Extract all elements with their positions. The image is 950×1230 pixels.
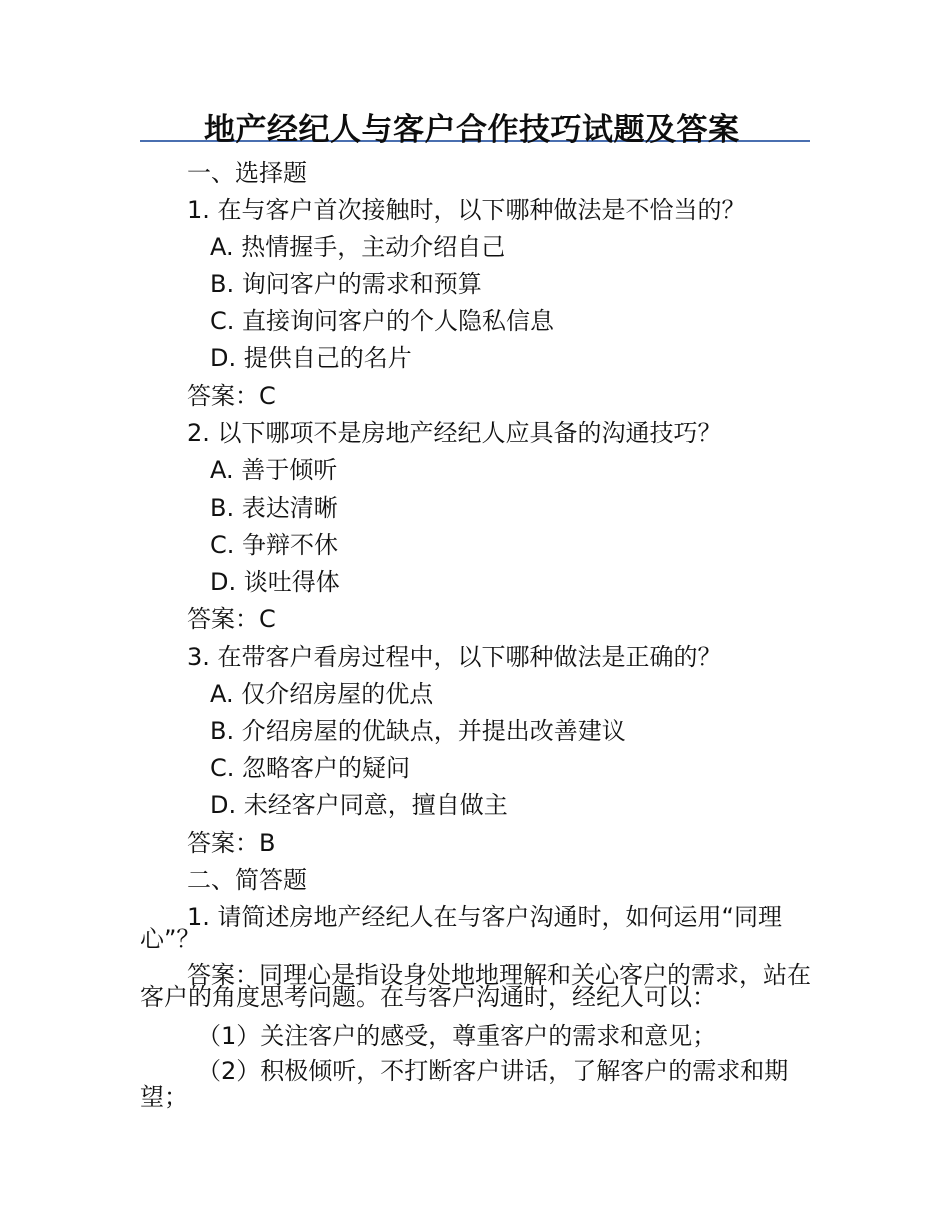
question-3: 3. 在带客户看房过程中，以下哪种做法是正确的？ <box>187 643 722 671</box>
title-block <box>140 100 810 148</box>
q1-option-c: C. 直接询问客户的个人隐私信息 <box>210 307 555 335</box>
question-2: 2. 以下哪项不是房地产经纪人应具备的沟通技巧？ <box>187 419 722 447</box>
q2-option-d: D. 谈吐得体 <box>210 568 340 596</box>
q3-option-c: C. 忽略客户的疑问 <box>210 754 411 782</box>
question-1: 1. 在与客户首次接触时，以下哪种做法是不恰当的？ <box>187 196 746 224</box>
short-answer-1-point-1: （1）关注客户的感受，尊重客户的需求和意见； <box>197 1022 717 1050</box>
q2-option-b: B. 表达清晰 <box>210 494 338 522</box>
short-answer-1-answer: 答案：同理心是指设身处地地理解和关心客户的需求，站在客户的角度思考问题。在与客户沟通时，经纪人可以： <box>140 961 811 1011</box>
q2-option-a: A. 善于倾听 <box>210 456 338 484</box>
short-answer-question-1: 1. 请简述房地产经纪人在与客户沟通时，如何运用“同理心”？ <box>140 903 782 953</box>
q1-option-a: A. 热情握手，主动介绍自己 <box>210 233 506 261</box>
q3-answer: 答案：B <box>187 829 276 857</box>
short-answer-1-point-2: （2）积极倾听，不打断客户讲话，了解客户的需求和期望； <box>140 1057 789 1111</box>
section-heading-short-answer: 二、简答题 <box>187 866 307 894</box>
section-heading-choice: 一、选择题 <box>187 159 307 187</box>
q2-answer: 答案：C <box>187 605 276 633</box>
q3-option-a: A. 仅介绍房屋的优点 <box>210 680 434 708</box>
q1-option-d: D. 提供自己的名片 <box>210 344 412 372</box>
q1-option-b: B. 询问客户的需求和预算 <box>210 270 482 298</box>
page-title: 地产经纪人与客户合作技巧试题及答案 <box>204 112 740 148</box>
q1-answer: 答案：C <box>187 382 276 410</box>
q3-option-d: D. 未经客户同意，擅自做主 <box>210 791 508 819</box>
q3-option-b: B. 介绍房屋的优缺点，并提出改善建议 <box>210 717 626 745</box>
q2-option-c: C. 争辩不休 <box>210 531 339 559</box>
